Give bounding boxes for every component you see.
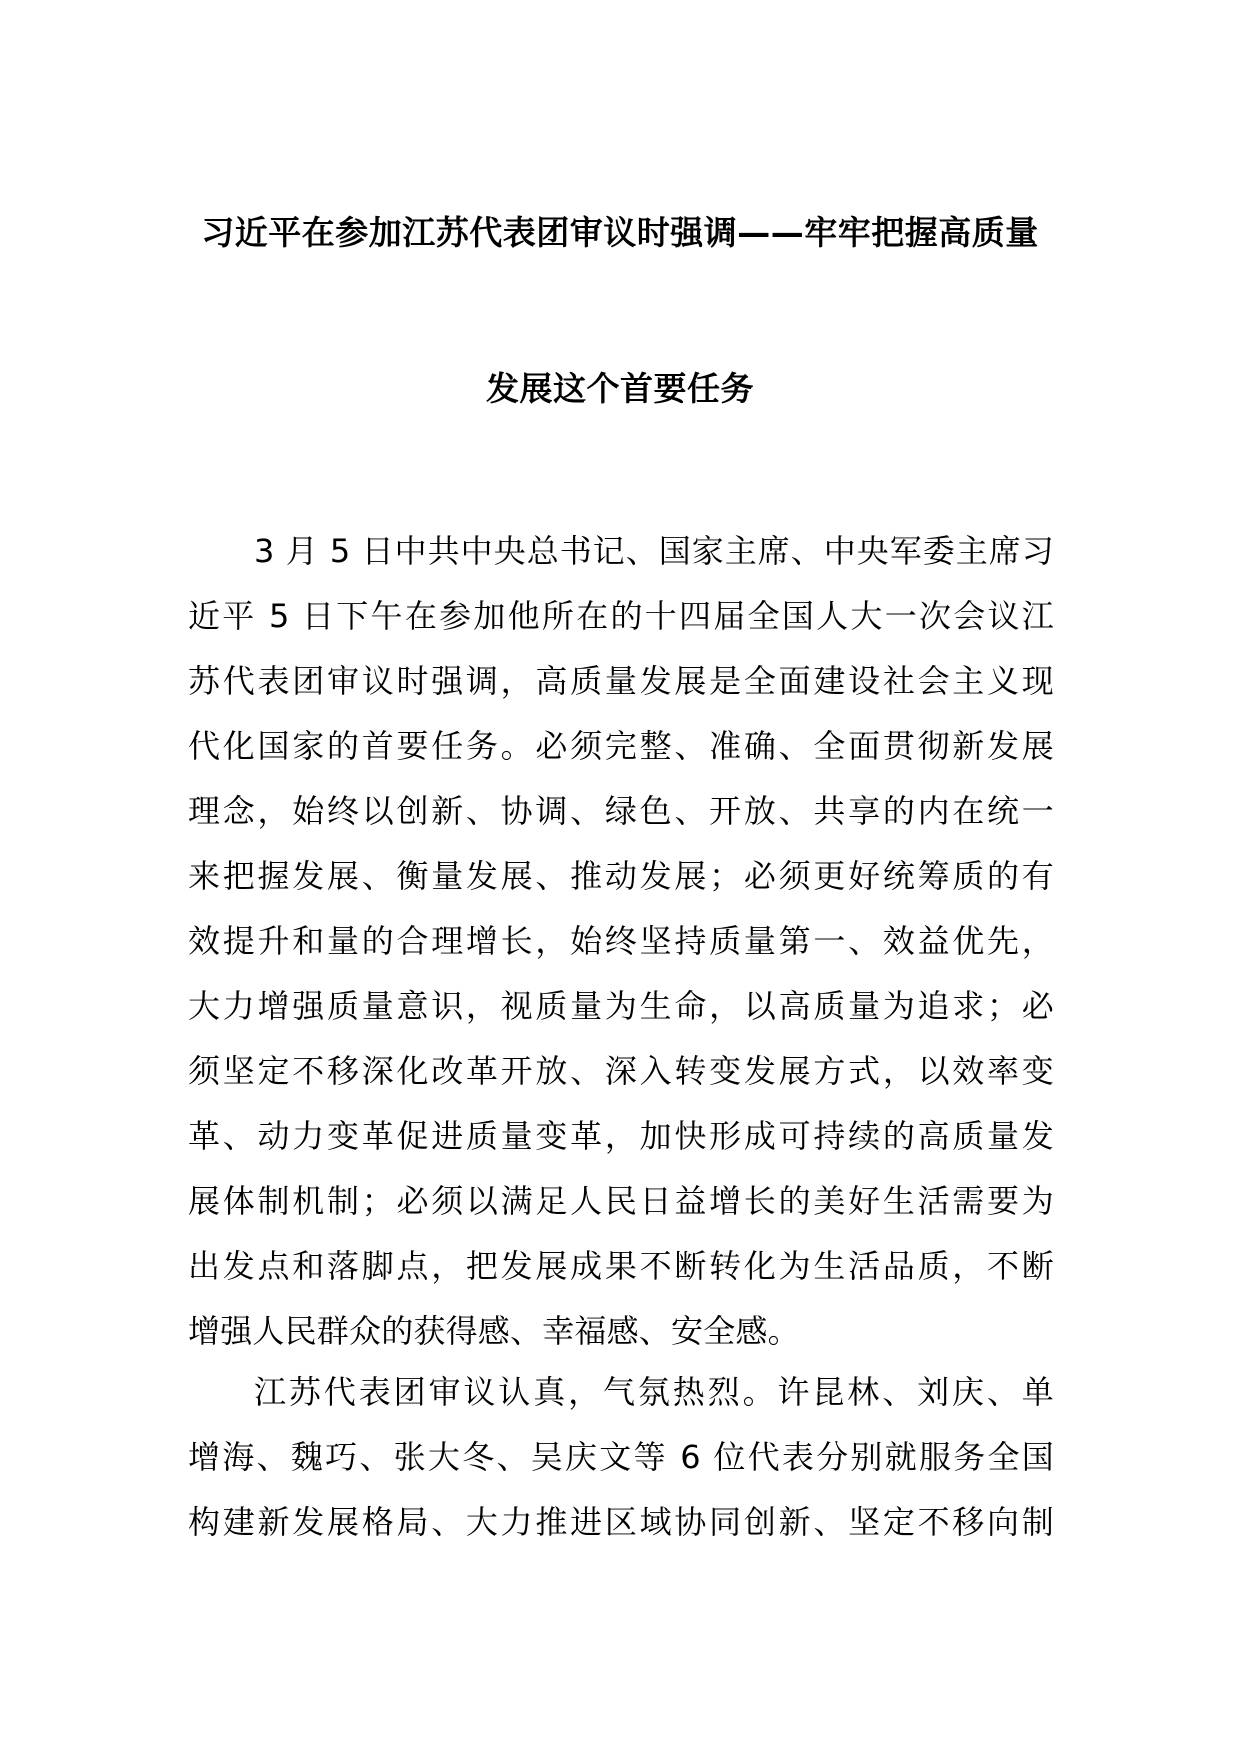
paragraph-line: 代化国家的首要任务。必须完整、准确、全面贯彻新发展	[188, 727, 1054, 765]
paragraph-line: 增海、魏巧、张大冬、吴庆文等 6 位代表分别就服务全国	[188, 1438, 1054, 1476]
paragraph-line: 构建新发展格局、大力推进区域协同创新、坚定不移向制	[188, 1503, 1054, 1541]
paragraph-line: 理念，始终以创新、协调、绿色、开放、共享的内在统一	[188, 792, 1054, 830]
paragraph-2	[188, 1360, 1054, 1555]
document-title-line-1: 习近平在参加江苏代表团审议时强调——牢牢把握高质量	[201, 213, 1039, 252]
paragraph-line: 效提升和量的合理增长，始终坚持质量第一、效益优先，	[188, 922, 1054, 960]
paragraph-line: 来把握发展、衡量发展、推动发展；必须更好统筹质的有	[188, 857, 1054, 895]
paragraph-line: 须坚定不移深化改革开放、深入转变发展方式，以效率变	[188, 1052, 1054, 1090]
paragraph-line: 展体制机制；必须以满足人民日益增长的美好生活需要为	[188, 1182, 1054, 1220]
paragraph-line: 增强人民群众的获得感、幸福感、安全感。	[188, 1312, 800, 1350]
paragraph-line: 大力增强质量意识，视质量为生命，以高质量为追求；必	[188, 987, 1054, 1025]
paragraph-line: 3 月 5 日中共中央总书记、国家主席、中央军委主席习	[254, 532, 1054, 570]
paragraph-line: 近平 5 日下午在参加他所在的十四届全国人大一次会议江	[188, 597, 1054, 635]
document-title-line-2: 发展这个首要任务	[486, 369, 754, 408]
paragraph-line: 革、动力变革促进质量变革，加快形成可持续的高质量发	[188, 1117, 1054, 1155]
paragraph-line: 出发点和落脚点，把发展成果不断转化为生活品质，不断	[188, 1247, 1054, 1285]
paragraph-1	[188, 519, 1054, 1364]
paragraph-line: 苏代表团审议时强调，高质量发展是全面建设社会主义现	[188, 662, 1054, 700]
paragraph-line: 江苏代表团审议认真，气氛热烈。许昆林、刘庆、单	[254, 1373, 1054, 1411]
